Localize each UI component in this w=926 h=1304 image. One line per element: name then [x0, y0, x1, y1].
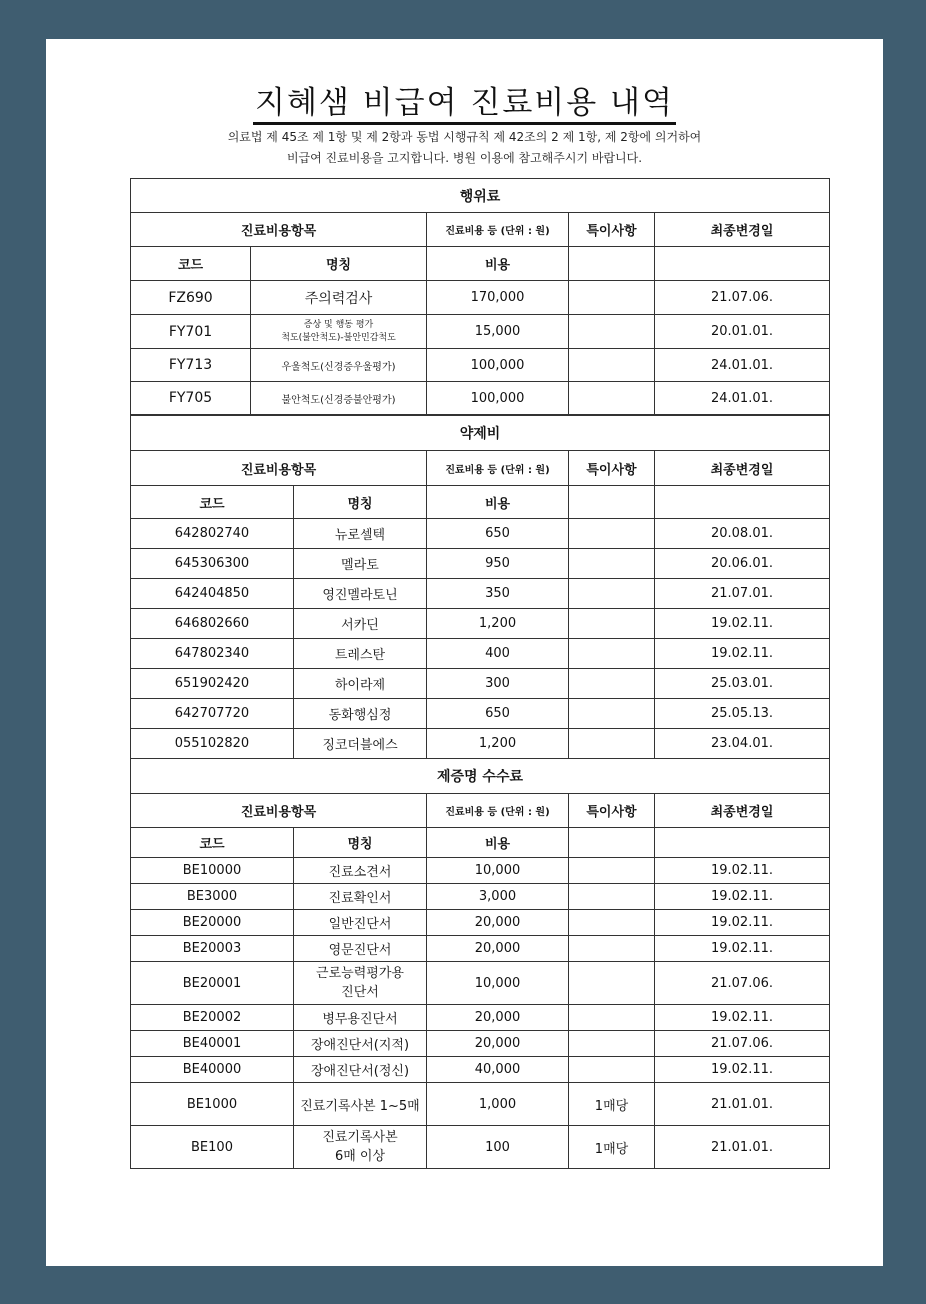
header-date: 최종변경일	[655, 794, 830, 828]
table-row	[131, 858, 830, 884]
row-code: BE40001	[131, 1031, 294, 1057]
row-price: 100,000	[427, 382, 569, 415]
row-price: 650	[427, 519, 569, 549]
table-row	[131, 1083, 830, 1126]
intro-text	[46, 127, 883, 169]
row-price: 300	[427, 669, 569, 699]
header-empty	[569, 486, 655, 519]
row-name	[251, 315, 427, 349]
row-date: 21.01.01.	[655, 1083, 830, 1126]
intro-line-1: 의료법 제 45조 제 1항 및 제 2항과 동법 시행규칙 제 42조의 2 제 1항, 제 2항에 의거하여	[227, 130, 702, 144]
row-name-line-2: 척도(불안척도)-불안민감척도	[281, 332, 396, 343]
header-empty	[655, 486, 830, 519]
row-note	[569, 549, 655, 579]
intro-line-2: 비급여 진료비용을 고지합니다. 병원 이용에 참고해주시기 바랍니다.	[286, 151, 643, 165]
row-code: BE20001	[131, 962, 294, 1005]
row-price: 100,000	[427, 349, 569, 382]
row-note: 1매당	[569, 1083, 655, 1126]
row-code: 646802660	[131, 609, 294, 639]
table-row	[131, 962, 830, 1005]
row-price: 100	[427, 1126, 569, 1169]
row-name: 진료확인서	[294, 884, 427, 910]
row-price: 20,000	[427, 910, 569, 936]
row-note	[569, 1057, 655, 1083]
table-row	[131, 1126, 830, 1169]
header-cost: 진료비용 등 (단위 : 원)	[427, 794, 569, 828]
header-name: 명칭	[294, 828, 427, 858]
row-note: 1매당	[569, 1126, 655, 1169]
row-price: 400	[427, 639, 569, 669]
header-empty	[569, 828, 655, 858]
row-name: 징코더블에스	[294, 729, 427, 759]
row-code: BE10000	[131, 858, 294, 884]
row-name: 영문진단서	[294, 936, 427, 962]
row-name: 서카딘	[294, 609, 427, 639]
row-name: 우울척도(신경증우울평가)	[251, 349, 427, 382]
row-price: 350	[427, 579, 569, 609]
row-note	[569, 962, 655, 1005]
row-date: 21.07.06.	[655, 1031, 830, 1057]
document-page	[46, 39, 883, 1266]
row-name-line-2: 진단서	[341, 985, 379, 1000]
header-empty	[569, 247, 655, 281]
table-row	[131, 549, 830, 579]
row-name: 뉴로셀텍	[294, 519, 427, 549]
row-note	[569, 884, 655, 910]
certificate-fee-table	[130, 758, 830, 1169]
header-item: 진료비용항목	[131, 451, 427, 486]
header-empty	[655, 247, 830, 281]
row-price: 15,000	[427, 315, 569, 349]
row-name: 병무용진단서	[294, 1005, 427, 1031]
row-note	[569, 315, 655, 349]
row-price: 170,000	[427, 281, 569, 315]
row-code: BE3000	[131, 884, 294, 910]
row-price: 1,200	[427, 729, 569, 759]
row-name	[294, 1126, 427, 1169]
row-name-line-2: 6매 이상	[334, 1149, 386, 1164]
table-row	[131, 315, 830, 349]
row-note	[569, 639, 655, 669]
header-cost: 진료비용 등 (단위 : 원)	[427, 213, 569, 247]
row-code: FY713	[131, 349, 251, 382]
row-note	[569, 699, 655, 729]
row-code: BE1000	[131, 1083, 294, 1126]
row-note	[569, 579, 655, 609]
table-row	[131, 281, 830, 315]
table-row	[131, 936, 830, 962]
row-price: 950	[427, 549, 569, 579]
row-name: 장애진단서(지적)	[294, 1031, 427, 1057]
table-row	[131, 579, 830, 609]
row-note	[569, 519, 655, 549]
row-name-line-1: 근로능력평가용	[316, 966, 404, 981]
table-row	[131, 699, 830, 729]
header-date: 최종변경일	[655, 451, 830, 486]
header-note: 특이사항	[569, 794, 655, 828]
table-row	[131, 382, 830, 415]
row-code: FY705	[131, 382, 251, 415]
row-note	[569, 936, 655, 962]
row-name-line-1: 증상 및 행동 평가	[303, 319, 374, 330]
table-row	[131, 609, 830, 639]
row-price: 10,000	[427, 962, 569, 1005]
table-row	[131, 639, 830, 669]
row-price: 20,000	[427, 936, 569, 962]
row-name: 영진멜라토닌	[294, 579, 427, 609]
row-note	[569, 1031, 655, 1057]
header-code: 코드	[131, 828, 294, 858]
row-code: BE20002	[131, 1005, 294, 1031]
row-date: 19.02.11.	[655, 1057, 830, 1083]
row-note	[569, 1005, 655, 1031]
row-code: BE20003	[131, 936, 294, 962]
row-date: 19.02.11.	[655, 910, 830, 936]
row-name-line-1: 진료기록사본	[322, 1130, 398, 1145]
table-row	[131, 884, 830, 910]
row-code: 055102820	[131, 729, 294, 759]
row-note	[569, 669, 655, 699]
row-name: 일반진단서	[294, 910, 427, 936]
row-note	[569, 349, 655, 382]
row-date: 21.01.01.	[655, 1126, 830, 1169]
row-name: 멜라토	[294, 549, 427, 579]
header-price: 비용	[427, 247, 569, 281]
row-date: 25.03.01.	[655, 669, 830, 699]
row-date: 25.05.13.	[655, 699, 830, 729]
row-code: BE100	[131, 1126, 294, 1169]
row-name: 하이라제	[294, 669, 427, 699]
row-code: BE20000	[131, 910, 294, 936]
header-price: 비용	[427, 828, 569, 858]
row-code: FZ690	[131, 281, 251, 315]
table-row	[131, 669, 830, 699]
table-row	[131, 349, 830, 382]
row-date: 19.02.11.	[655, 639, 830, 669]
table-row	[131, 519, 830, 549]
row-date: 20.01.01.	[655, 315, 830, 349]
row-price: 1,200	[427, 609, 569, 639]
section-title: 약제비	[131, 416, 830, 451]
section-title: 제증명 수수료	[131, 759, 830, 794]
row-price: 1,000	[427, 1083, 569, 1126]
header-code: 코드	[131, 486, 294, 519]
section-title: 행위료	[131, 179, 830, 213]
header-code: 코드	[131, 247, 251, 281]
row-date: 19.02.11.	[655, 884, 830, 910]
row-date: 19.02.11.	[655, 609, 830, 639]
header-note: 특이사항	[569, 451, 655, 486]
row-code: 651902420	[131, 669, 294, 699]
row-date: 20.08.01.	[655, 519, 830, 549]
row-code: 642802740	[131, 519, 294, 549]
table-row	[131, 1031, 830, 1057]
row-date: 21.07.01.	[655, 579, 830, 609]
row-date: 21.07.06.	[655, 281, 830, 315]
row-date: 19.02.11.	[655, 858, 830, 884]
row-name: 동화행심정	[294, 699, 427, 729]
row-name: 불안척도(신경증불안평가)	[251, 382, 427, 415]
header-item: 진료비용항목	[131, 213, 427, 247]
drug-fee-table	[130, 415, 830, 759]
row-price: 40,000	[427, 1057, 569, 1083]
document-title: 지혜샘 비급여 진료비용 내역	[46, 77, 883, 122]
row-note	[569, 858, 655, 884]
row-name: 트레스탄	[294, 639, 427, 669]
row-date: 24.01.01.	[655, 382, 830, 415]
row-code: 642707720	[131, 699, 294, 729]
row-price: 10,000	[427, 858, 569, 884]
header-date: 최종변경일	[655, 213, 830, 247]
header-name: 명칭	[251, 247, 427, 281]
row-price: 650	[427, 699, 569, 729]
row-date: 24.01.01.	[655, 349, 830, 382]
table-row	[131, 910, 830, 936]
row-date: 21.07.06.	[655, 962, 830, 1005]
row-date: 23.04.01.	[655, 729, 830, 759]
row-name: 진료소견서	[294, 858, 427, 884]
row-note	[569, 382, 655, 415]
row-code: BE40000	[131, 1057, 294, 1083]
header-price: 비용	[427, 486, 569, 519]
row-price: 20,000	[427, 1005, 569, 1031]
row-name: 장애진단서(정신)	[294, 1057, 427, 1083]
row-name: 진료기록사본 1~5매	[294, 1083, 427, 1126]
row-price: 3,000	[427, 884, 569, 910]
row-name	[294, 962, 427, 1005]
row-code: 642404850	[131, 579, 294, 609]
header-item: 진료비용항목	[131, 794, 427, 828]
row-note	[569, 609, 655, 639]
row-date: 19.02.11.	[655, 936, 830, 962]
table-row	[131, 729, 830, 759]
row-date: 19.02.11.	[655, 1005, 830, 1031]
row-note	[569, 729, 655, 759]
row-date: 20.06.01.	[655, 549, 830, 579]
table-row	[131, 1005, 830, 1031]
row-price: 20,000	[427, 1031, 569, 1057]
row-code: 645306300	[131, 549, 294, 579]
row-name: 주의력검사	[251, 281, 427, 315]
row-note	[569, 281, 655, 315]
header-name: 명칭	[294, 486, 427, 519]
header-empty	[655, 828, 830, 858]
header-cost: 진료비용 등 (단위 : 원)	[427, 451, 569, 486]
row-code: 647802340	[131, 639, 294, 669]
row-note	[569, 910, 655, 936]
table-row	[131, 1057, 830, 1083]
procedure-fee-table	[130, 178, 830, 415]
row-code: FY701	[131, 315, 251, 349]
header-note: 특이사항	[569, 213, 655, 247]
